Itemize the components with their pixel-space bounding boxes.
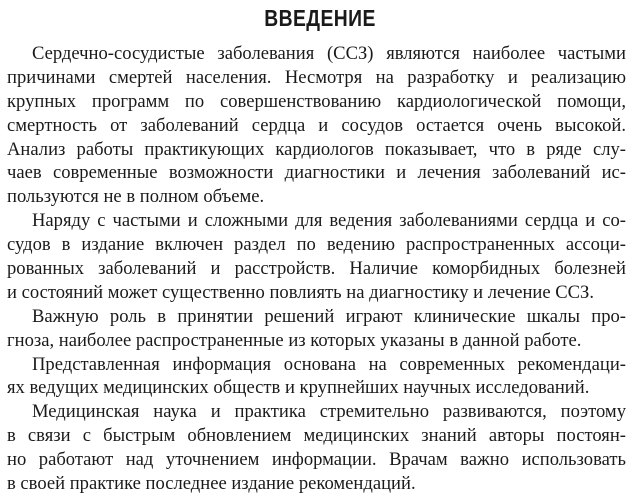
paragraph-2-line: судов в издание включен раздел по ведению распространенных ассоци- [7,234,626,256]
paragraph-2-line: Наряду с частыми и сложными для ведения заболеваниями сердца и со- [32,210,626,232]
paragraph-5-line: Медицинская наука и практика стремительно развиваются, поэтому [32,401,626,423]
paragraph-1-line: чаев современные возможности диагностики и лечения заболеваний ис- [7,162,626,184]
paragraph-1-line: причинами смертей населения. Несмотря на разработку и реализацию [7,66,626,88]
paragraph-3-line: Важную роль в принятии решений играют клинические шкалы про- [32,305,626,327]
paragraph-1-line: смертность от заболеваний сердца и сосудов остается очень высокой. [7,114,626,136]
paragraph-5-line: но работают над уточнением информации. Врачам важно использовать [7,449,626,471]
paragraph-4-line: ях ведущих медицинских обществ и крупнейших научных исследований. [7,377,590,399]
body-text [7,42,626,496]
paragraph-1-line: Анализ работы практикующих кардиологов показывает, что в ряде слу- [7,138,626,160]
paragraph-1-line: Сердечно-сосудистые заболевания (ССЗ) являются наиболее частыми [32,43,626,64]
paragraph-3-line: гноза, наиболее распространенные из которых указаны в данной работе. [7,329,582,351]
paragraph-5-line: в своей практике последнее издание рекомендаций. [7,473,416,495]
paragraph-2-line: и состояний может существенно повлиять на диагностику и лечение ССЗ. [7,281,595,303]
paragraph-1-line: крупных программ по совершенствованию кардиологической помощи, [7,90,626,112]
paragraph-2-line: рованных заболеваний и расстройств. Наличие коморбидных болезней [7,258,626,280]
paragraph-4-line: Представленная информация основана на современных рекомендаци- [32,353,626,375]
paragraph-5-line: в связи с быстрым обновлением медицинских знаний авторы постоян- [7,425,626,447]
paragraph-1-line: пользуются не в полном объеме. [7,186,265,208]
page-title: ВВЕДЕНИЕ [264,5,376,31]
